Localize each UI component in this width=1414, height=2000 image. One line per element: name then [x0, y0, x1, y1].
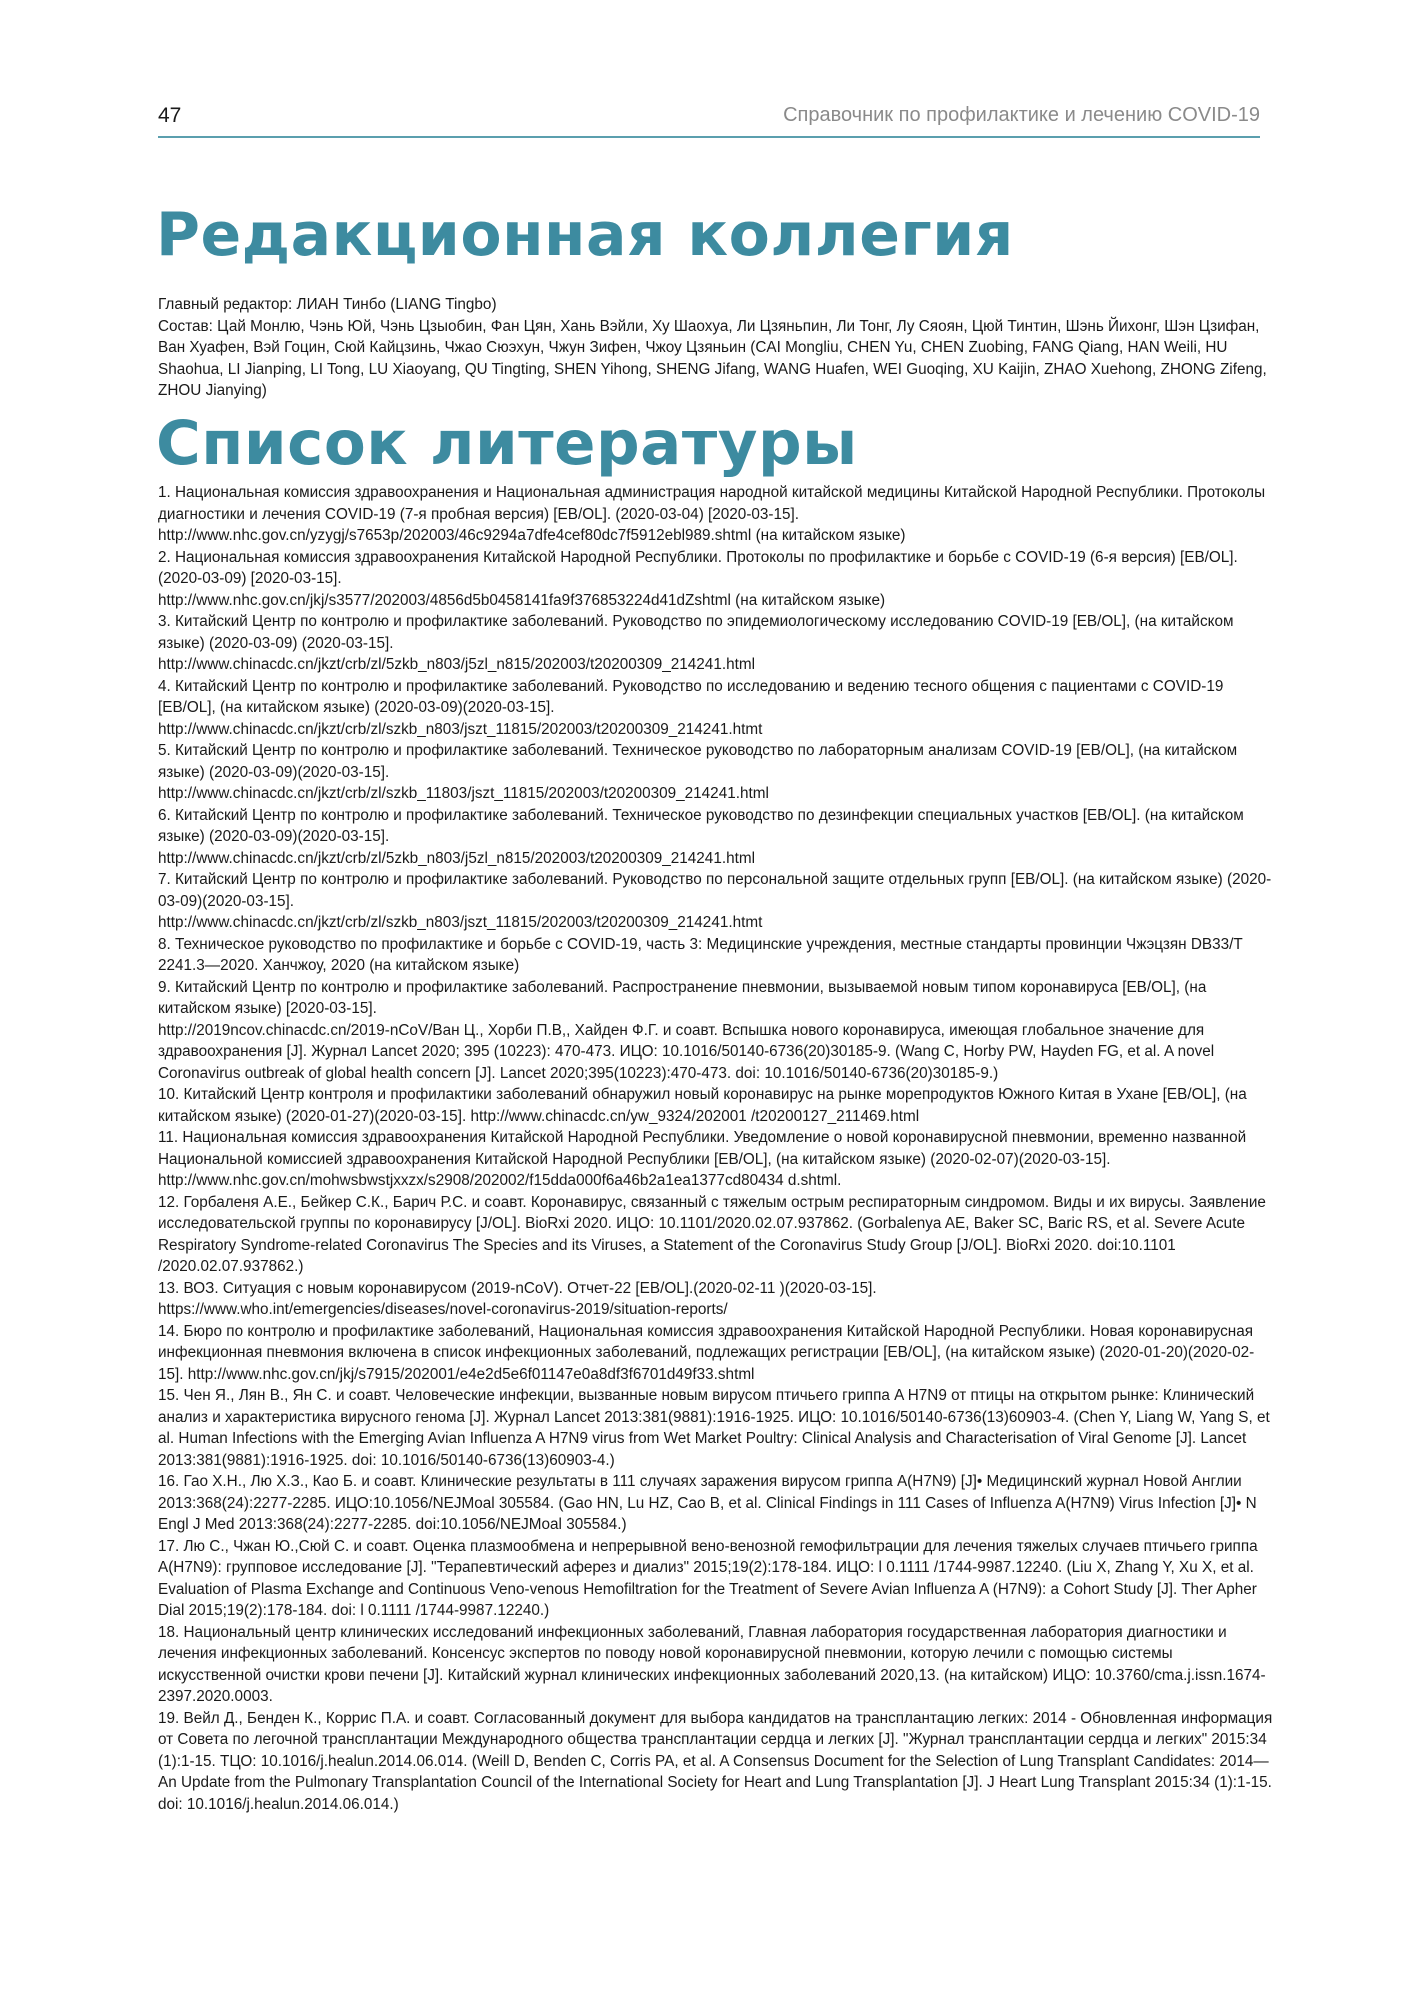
- reference-line: 7. Китайский Центр по контролю и профилактике заболеваний. Руководство по персональной защите отдельных групп [EB/OL]. (на китайском языке) (2020-03-09)(2020-03-15].: [158, 871, 1272, 910]
- editorial-board-title: Редакционная коллегия: [156, 200, 1014, 270]
- running-title: Справочник по профилактике и лечению COVID-19: [783, 104, 1260, 126]
- reference-line: http://www.chinacdc.cn/jkzt/crb/zl/5zkb_n803/j5zl_n815/202003/t20200309_214241.html: [158, 656, 755, 673]
- page-header: [158, 102, 1260, 138]
- reference-line: 2. Национальная комиссия здравоохранения Китайской Народной Республики. Протоколы по профилактике и борьбе с COVID-19 (6-я версия) [EB/OL]. (2020-03-09) [2020-03-15].: [158, 548, 1238, 587]
- reference-line: https://www.who.int/emergencies/diseases/novel-coronavirus-2019/situation-reports/: [158, 1301, 728, 1318]
- reference-line: 10. Китайский Центр контроля и профилактики заболеваний обнаружил новый коронавирус на рынке морепродуктов Южного Китая в Ухане [EB/OL], (на китайском языке) (2020-01-27)(2020-03-15]. http://www.chinacdc.cn/yw_9324/202001 /t20200127_211469.html: [158, 1086, 1247, 1125]
- reference-line: 15. Чен Я., Лян В., Ян С. и соавт. Человеческие инфекции, вызванные новым вирусом птичьего гриппа A H7N9 от птицы на открытом рынке: Клинический анализ и характеристика вирусного генома [J]. Журнал Lancet 2013:381(9881):1916-1925. ИЦО: 10.1016/50140-6736(13)60903-4. (Chen Y, Liang W, Yang S, et al. Human Infections with the Emerging Avian Influenza A H7N9 virus from Wet Market Poultry: Clinical Analysis and Characterisation of Viral Genome [J]. Lancet 2013:381(9881):1916-1925. doi: 10.1016/50140-6736(13)60903-4.): [158, 1387, 1270, 1469]
- page-number: 47: [158, 104, 182, 127]
- reference-line: 16. Гао Х.Н., Лю Х.З., Као Б. и соавт. Клинические результаты в 111 случаях заражения вирусом гриппа A(H7N9) [J]• Медицинский журнал Новой Англии 2013:368(24):2277-2285. ИЦО:10.1056/NEJMoal 305584. (Gao HN, Lu HZ, Cao B, et al. Clinical Findings in 111 Cases of Influenza A(H7N9) Virus Infection [J]• N Engl J Med 2013:368(24):2277-2285. doi:10.1056/NEJMoal 305584.): [158, 1473, 1257, 1533]
- reference-line: 1. Национальная комиссия здравоохранения и Национальная администрация народной китайской медицины Китайской Народной Республики. Протоколы диагностики и лечения COVID-19 (7-я пробная версия) [EB/OL]. (2020-03-04) [2020-03-15].: [158, 484, 1266, 523]
- reference-line: 6. Китайский Центр по контролю и профилактике заболеваний. Техническое руководство по дезинфекции специальных участков [EB/OL]. (на китайском языке) (2020-03-09)(2020-03-15].: [158, 806, 1244, 845]
- reference-line: http://www.nhc.gov.cn/jkj/s3577/202003/4856d5b0458141fa9f376853224d41dZshtml (на китайском языке): [158, 591, 886, 609]
- editorial-board-text: [158, 294, 1268, 402]
- references-title: Список литературы: [156, 408, 858, 479]
- reference-line: http://www.chinacdc.cn/jkzt/crb/zl/szkb_11803/jszt_11815/202003/t20200309_214241.html: [158, 785, 769, 802]
- reference-line: 9. Китайский Центр по контролю и профилактике заболеваний. Распространение пневмонии, вызываемой новым типом коронавируса [EB/OL], (на китайском языке) [2020-03-15].: [158, 978, 1207, 1017]
- reference-line: 14. Бюро по контролю и профилактике заболеваний, Национальная комиссия здравоохранения Китайской Народной Республики. Новая коронавирусная инфекционная пневмония включена в список инфекционных заболеваний, подлежащих регистрации [EB/OL], (на китайском языке) (2020-01-20)(2020-02-15]. http://www.nhc.gov.cn/jkj/s7915/202001/e4e2d5e6f01147e0a8df3f6701d49f33.shtml: [158, 1322, 1255, 1383]
- reference-line: 4. Китайский Центр по контролю и профилактике заболеваний. Руководство по исследованию и ведению тесного общения с пациентами с COVID-19 [EB/OL], (на китайском языке) (2020-03-09)(2020-03-15].: [158, 677, 1224, 716]
- reference-line: http://www.nhc.gov.cn/yzygj/s7653p/202003/46c9294a7dfe4cef80dc7f5912ebl989.shtml (на китайском языке): [158, 527, 906, 544]
- reference-line: 8. Техническое руководство по профилактике и борьбе с COVID-19, часть 3: Медицинские учреждения, местные стандарты провинции Чжэцзян DB33/T 2241.3—2020. Ханчжоу, 2020 (на китайском языке): [158, 935, 1243, 974]
- reference-line: 12. Горбаленя А.Е., Бейкер С.К., Барич Р.С. и соавт. Коронавирус, связанный с тяжелым острым респираторным синдромом. Виды и их вирусы. Заявление исследовательской группы по коронавирусу [J/OL]. BioRxi 2020. ИЦО: 10.1101/2020.02.07.937862. (Gorbalenya AE, Baker SC, Baric RS, et al. Severe Acute Respiratory Syndrome-related Coronavirus The Species and its Viruses, a Statement of the Coronavirus Study Group [J/OL]. BioRxi 2020. doi:10.1101 /2020.02.07.937862.): [158, 1193, 1266, 1275]
- reference-line: 18. Национальный центр клинических исследований инфекционных заболеваний, Главная лаборатория государственная лаборатория диагностики и лечения инфекционных заболеваний. Консенсус экспертов по поводу новой коронавирусной пневмонии, которую лечили с помощью системы искусственной очистки крови печени [J]. Китайский журнал клинических инфекционных заболеваний 2020,13. (на китайском) ИЦО: 10.3760/cma.j.issn.1674-2397.2020.0003.: [158, 1623, 1266, 1705]
- reference-line: 11. Национальная комиссия здравоохранения Китайской Народной Республики. Уведомление о новой коронавирусной пневмонии, временно названной Национальной комиссией здравоохранения Китайской Народной Республики [EB/OL], (на китайском языке) (2020-02-07)(2020-03-15].: [158, 1129, 1247, 1168]
- reference-line: 17. Лю С., Чжан Ю.,Сюй С. и соавт. Оценка плазмообмена и непрерывной вено-венозной гемофильтрации для лечения тяжелых случаев птичьего гриппа A(H7N9): групповое исследование [J]. "Терапевтический аферез и диализ" 2015;19(2):178-184. ИЦО: l 0.1111 /1744-9987.12240. (Liu X, Zhang Y, Xu X, et al. Evaluation of Plasma Exchange and Continuous Veno-venous Hemofiltration for the Treatment of Severe Avian Influenza A (H7N9): a Cohort Study [J]. Ther Apher Dial 2015;19(2):178-184. doi: l 0.1111 /1744-9987.12240.): [158, 1537, 1258, 1619]
- reference-line: 19. Вейл Д., Бенден К., Коррис П.А. и соавт. Согласованный документ для выбора кандидатов на трансплантацию легких: 2014 - Обновленная информация от Совета по легочной трансплантации Международного общества трансплантации сердца и легких [J]. "Журнал трансплантации сердца и легких" 2015:34 (1):1-15. ТЦО: 10.1016/j.healun.2014.06.014. (Weill D, Benden C, Corris PA, et al. A Consensus Document for the Selection of Lung Transplant Candidates: 2014—An Update from the Pulmonary Transplantation Council of the International Society for Heart and Lung Transplantation [J]. J Heart Lung Transplant 2015:34 (1):1-15. doi: 10.1016/j.healun.2014.06.014.): [158, 1709, 1273, 1813]
- reference-line: 3. Китайский Центр по контролю и профилактике заболеваний. Руководство по эпидемиологическому исследованию COVID-19 [EB/OL], (на китайском языке) (2020-03-09) (2020-03-15].: [158, 613, 1234, 652]
- reference-line: http://2019ncov.chinacdc.cn/2019-nCoV/Ван Ц., Хорби П.В,, Хайден Ф.Г. и соавт. Вспышка нового коронавируса, имеющая глобальное значение для здравоохранения [J]. Журнал Lancet 2020; 395 (10223): 470-473. ИЦО: 10.1016/50140-6736(20)30185-9. (Wang C, Horby PW, Hayden FG, et al. A novel Coronavirus outbreak of global health concern [J]. Lancet 2020;395(10223):470-473. doi: 10.1016/50140-6736(20)30185-9.): [158, 1021, 1215, 1082]
- reference-line: 5. Китайский Центр по контролю и профилактике заболеваний. Техническое руководство по лабораторным анализам COVID-19 [EB/OL], (на китайском языке) (2020-03-09)(2020-03-15].: [158, 742, 1238, 781]
- reference-line: http://www.nhc.gov.cn/mohwsbwstjxxzx/s2908/202002/f15dda000f6a46b2a1ea1377cd80434 d.shtml.: [158, 1172, 842, 1189]
- reference-line: http://www.chinacdc.cn/jkzt/crb/zl/5zkb_n803/j5zl_n815/202003/t20200309_214241.html: [158, 849, 755, 867]
- reference-line: http://www.chinacdc.cn/jkzt/crb/zl/szkb_n803/jszt_11815/202003/t20200309_214241.htmt: [158, 720, 763, 738]
- references-list: [158, 482, 1276, 1815]
- reference-line: 13. ВОЗ. Ситуация с новым коронавирусом (2019-nCoV). Отчет-22 [EB/OL].(2020-02-11 )(2020-03-15].: [158, 1279, 877, 1297]
- chief-editor: Главный редактор: ЛИАН Тинбо (LIANG Tingbo): [158, 296, 497, 313]
- reference-line: http://www.chinacdc.cn/jkzt/crb/zl/szkb_n803/jszt_11815/202003/t20200309_214241.htmt: [158, 914, 763, 931]
- board-members: Состав: Цай Монлю, Чэнь Юй, Чэнь Цзыобин, Фан Цян, Хань Вэйли, Ху Шаохуа, Ли Цзяньпин, Ли Тонг, Лу Сяоян, Цюй Тинтин, Шэнь Йихонг, Шэн Цзифан, Ван Хуафен, Вэй Гоцин, Сюй Кайцзинь, Чжао Сюэхун, Чжун Зифен, Чжоу Цзяньин (CAI Mongliu, CHEN Yu, CHEN Zuobing, FANG Qiang, HAN Weili, HU Shaohua, LI Jianping, LI Tong, LU Xiaoyang, QU Tingting, SHEN Yihong, SHENG Jifang, WANG Huafen, WEI Guoqing, XU Kaijin, ZHAO Xuehong, ZHONG Zifeng, ZHOU Jianying): [158, 317, 1267, 399]
